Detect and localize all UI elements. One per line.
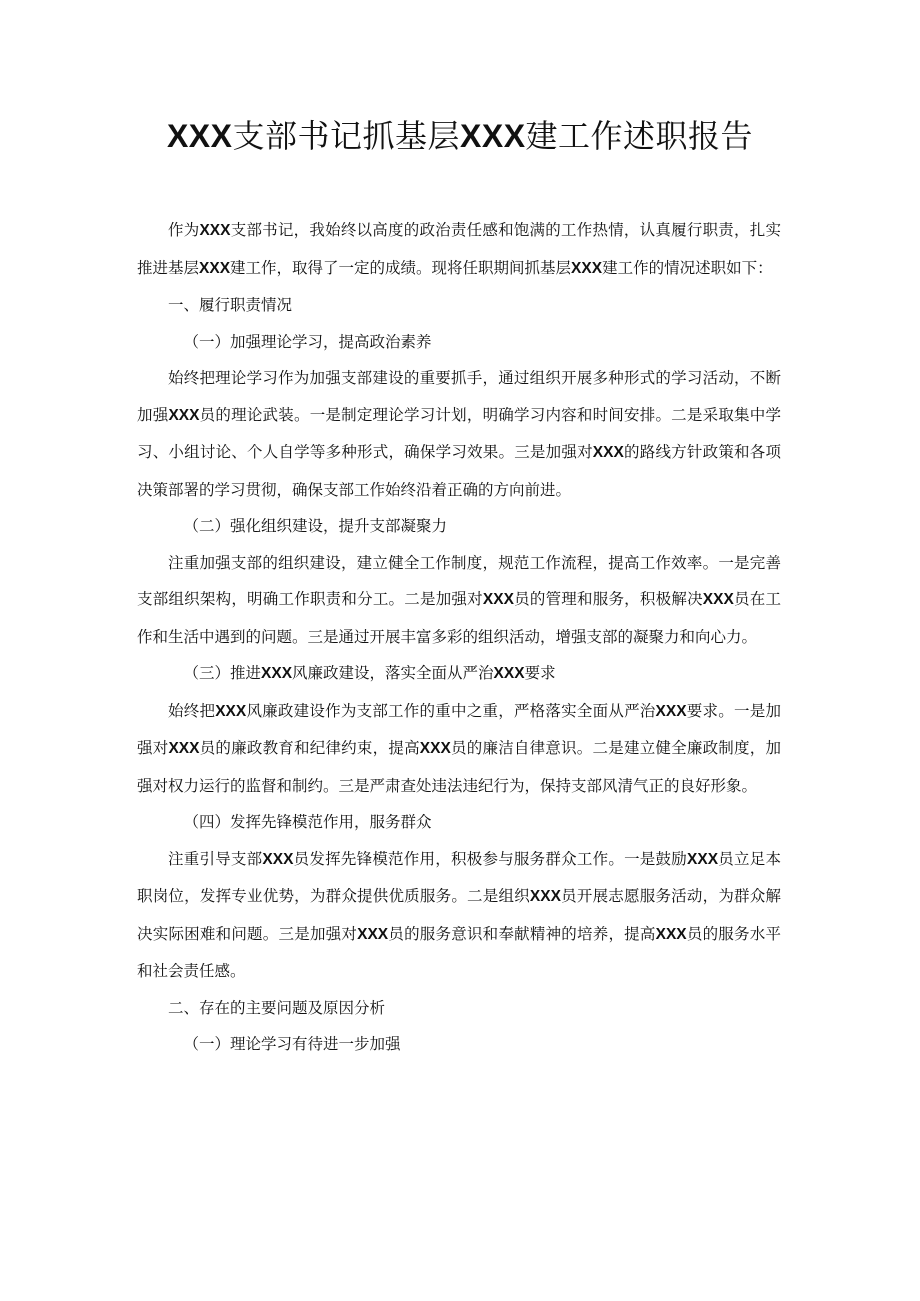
document-body xyxy=(137,212,781,1063)
section-heading: 二、存在的主要问题及原因分析 xyxy=(168,998,386,1017)
body-paragraph: 始终把理论学习作为加强支部建设的重要抓手，通过组织开展多种形式的学习活动，不断加强XXX员的理论武装。一是制定理论学习计划，明确学习内容和时间安排。二是采取集中学习、小组讨论、个人自学等多种形式，确保学习效果。三是加强对XXX的路线方针政策和各项决策部署的学习贯彻，确保支部工作始终沿着正确的方向前进。 xyxy=(137,369,781,499)
section-heading: 一、履行职责情况 xyxy=(168,296,293,314)
subsection-heading: （一）理论学习有待进一步加强 xyxy=(183,1035,401,1053)
subsection-heading: （四）发挥先锋模范作用，服务群众 xyxy=(183,813,432,831)
document-title: XXX支部书记抓基层XXX建工作述职报告 xyxy=(166,117,754,155)
body-paragraph: 注重加强支部的组织建设，建立健全工作制度，规范工作流程，提高工作效率。一是完善支部组织架构，明确工作职责和分工。二是加强对XXX员的管理和服务，积极解决XXX员在工作和生活中遇到的问题。三是通过开展丰富多彩的组织活动，增强支部的凝聚力和向心力。 xyxy=(137,553,781,646)
subsection-heading: （三）推进XXX风廉政建设，落实全面从严治XXX要求 xyxy=(183,664,556,682)
body-paragraph: 始终把XXX风廉政建设作为支部工作的重中之重，严格落实全面从严治XXX要求。一是加强对XXX员的廉政教育和纪律约束，提高XXX员的廉洁自律意识。二是建立健全廉政制度，加强对权力运行的监督和制约。三是严肃查处违法违纪行为，保持支部风清气正的良好形象。 xyxy=(137,701,781,795)
intro-paragraph: 作为XXX支部书记，我始终以高度的政治责任感和饱满的工作热情，认真履行职责，扎实推进基层XXX建工作，取得了一定的成绩。现将任职期间抓基层XXX建工作的情况述职如下： xyxy=(137,221,781,277)
subsection-heading: （二）强化组织建设，提升支部凝聚力 xyxy=(183,517,448,535)
body-paragraph: 注重引导支部XXX员发挥先锋模范作用，积极参与服务群众工作。一是鼓励XXX员立足本职岗位，发挥专业优势，为群众提供优质服务。二是组织XXX员开展志愿服务活动，为群众解决实际困难和问题。三是加强对XXX员的服务意识和奉献精神的培养，提高XXX员的服务水平和社会责任感。 xyxy=(137,849,781,980)
subsection-heading: （一）加强理论学习，提高政治素养 xyxy=(183,332,432,351)
